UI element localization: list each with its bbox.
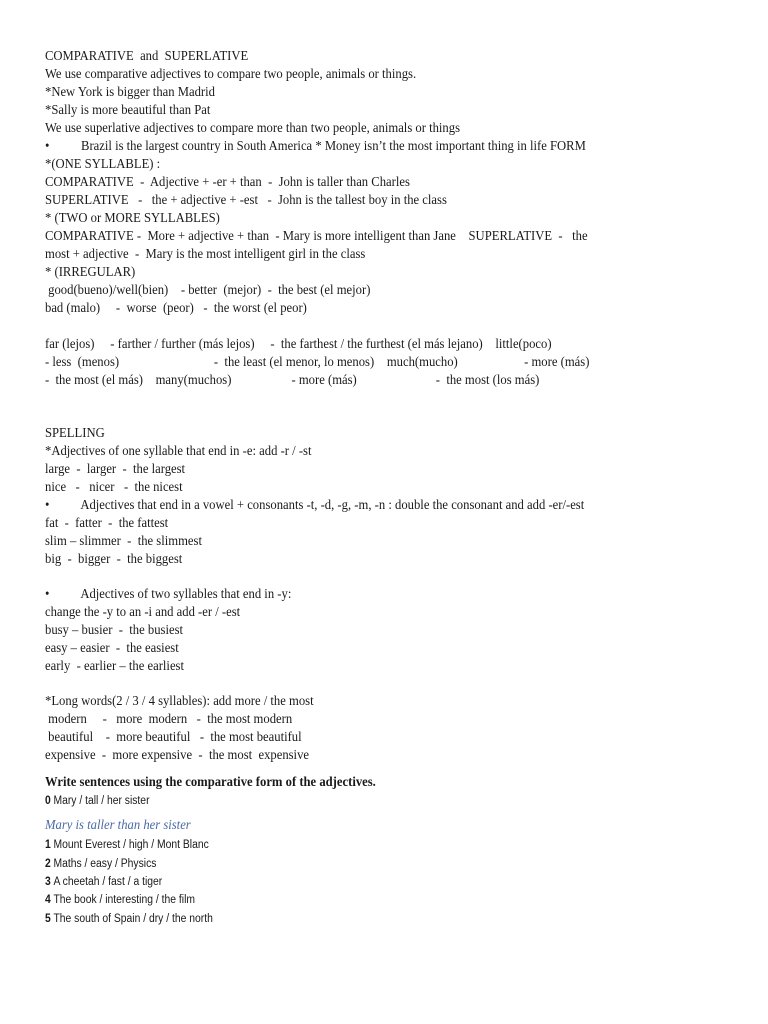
spelling-heading: SPELLING bbox=[45, 425, 105, 440]
spelling-rule: *Long words(2 / 3 / 4 syllables): add more / the most bbox=[45, 693, 314, 708]
spelling-rule: change the -y to an -i and add -er / -est bbox=[45, 604, 241, 619]
spelling-example: beautiful - more beautiful - the most beautiful bbox=[45, 729, 302, 744]
exercise-text: A cheetah / fast / a tiger bbox=[53, 876, 163, 888]
exercise-item bbox=[45, 793, 150, 809]
exercise-number: 5 bbox=[45, 913, 51, 925]
exercise-item bbox=[45, 856, 156, 872]
exercise-number: 4 bbox=[45, 894, 51, 906]
exercise-text: The book / interesting / the film bbox=[53, 894, 195, 906]
spelling-example: modern - more modern - the most modern bbox=[45, 711, 293, 726]
spelling-example: big - bigger - the biggest bbox=[45, 551, 183, 566]
rule-line: most + adjective - Mary is the most intelligent girl in the class bbox=[45, 246, 366, 261]
example-answer: Mary is taller than her sister bbox=[45, 817, 191, 832]
exercise-item bbox=[45, 892, 195, 908]
spelling-rule: • Adjectives that end in a vowel + consonants -t, -d, -g, -m, -n : double the consonant and add -er/-est bbox=[45, 497, 585, 512]
rule-line: COMPARATIVE - Adjective + -er + than - John is taller than Charles bbox=[45, 174, 410, 189]
exercise-text: Mount Everest / high / Mont Blanc bbox=[53, 839, 209, 851]
example-line: *New York is bigger than Madrid bbox=[45, 84, 215, 99]
exercise-number: 1 bbox=[45, 839, 51, 851]
section-heading: * (TWO or MORE SYLLABLES) bbox=[45, 210, 220, 225]
section-heading: *(ONE SYLLABLE) : bbox=[45, 156, 161, 171]
spelling-example: fat - fatter - the fattest bbox=[45, 515, 169, 530]
exercise-item bbox=[45, 911, 213, 927]
spelling-rule: *Adjectives of one syllable that end in -e: add -r / -st bbox=[45, 443, 312, 458]
rule-line: SUPERLATIVE - the + adjective + -est - John is the tallest boy in the class bbox=[45, 192, 447, 207]
example-line: *Sally is more beautiful than Pat bbox=[45, 102, 211, 117]
bullet-sentence: • Brazil is the largest country in South America * Money isn’t the most important thing in life FORM bbox=[45, 138, 586, 153]
irregular-line: good(bueno)/well(bien) - better (mejor) - the best (el mejor) bbox=[45, 282, 371, 297]
intro-text: We use comparative adjectives to compare two people, animals or things. bbox=[45, 66, 417, 81]
superlative-intro: We use superlative adjectives to compare more than two people, animals or things bbox=[45, 120, 460, 135]
section-heading: * (IRREGULAR) bbox=[45, 264, 136, 279]
exercise-item bbox=[45, 874, 162, 890]
spelling-example: easy – easier - the easiest bbox=[45, 640, 179, 655]
exercise-number: 2 bbox=[45, 858, 51, 870]
irregular-line: bad (malo) - worse (peor) - the worst (el peor) bbox=[45, 300, 307, 315]
exercise-title: Write sentences using the comparative form of the adjectives. bbox=[45, 774, 376, 789]
spelling-example: nice - nicer - the nicest bbox=[45, 479, 183, 494]
spelling-example: early - earlier – the earliest bbox=[45, 658, 184, 673]
irregular-line: - the most (el más) many(muchos) - more (más) - the most (los más) bbox=[45, 372, 540, 387]
doc-title: COMPARATIVE and SUPERLATIVE bbox=[45, 48, 249, 63]
exercise-text: Maths / easy / Physics bbox=[53, 858, 157, 870]
irregular-line: far (lejos) - farther / further (más lejos) - the farthest / the furthest (el más lejano) little(poco) bbox=[45, 336, 552, 351]
exercise-text: Mary / tall / her sister bbox=[53, 795, 150, 807]
rule-line: COMPARATIVE - More + adjective + than - Mary is more intelligent than Jane SUPERLATIVE - the bbox=[45, 228, 588, 243]
spelling-example: large - larger - the largest bbox=[45, 461, 186, 476]
spelling-example: expensive - more expensive - the most expensive bbox=[45, 747, 310, 762]
irregular-line: - less (menos) - the least (el menor, lo menos) much(mucho) - more (más) bbox=[45, 354, 590, 369]
spelling-example: slim – slimmer - the slimmest bbox=[45, 533, 202, 548]
exercise-number: 0 bbox=[45, 795, 51, 807]
spelling-example: busy – busier - the busiest bbox=[45, 622, 184, 637]
spelling-rule: • Adjectives of two syllables that end in -y: bbox=[45, 586, 292, 601]
exercise-item bbox=[45, 837, 209, 853]
exercise-number: 3 bbox=[45, 876, 51, 888]
exercise-text: The south of Spain / dry / the north bbox=[53, 913, 213, 925]
